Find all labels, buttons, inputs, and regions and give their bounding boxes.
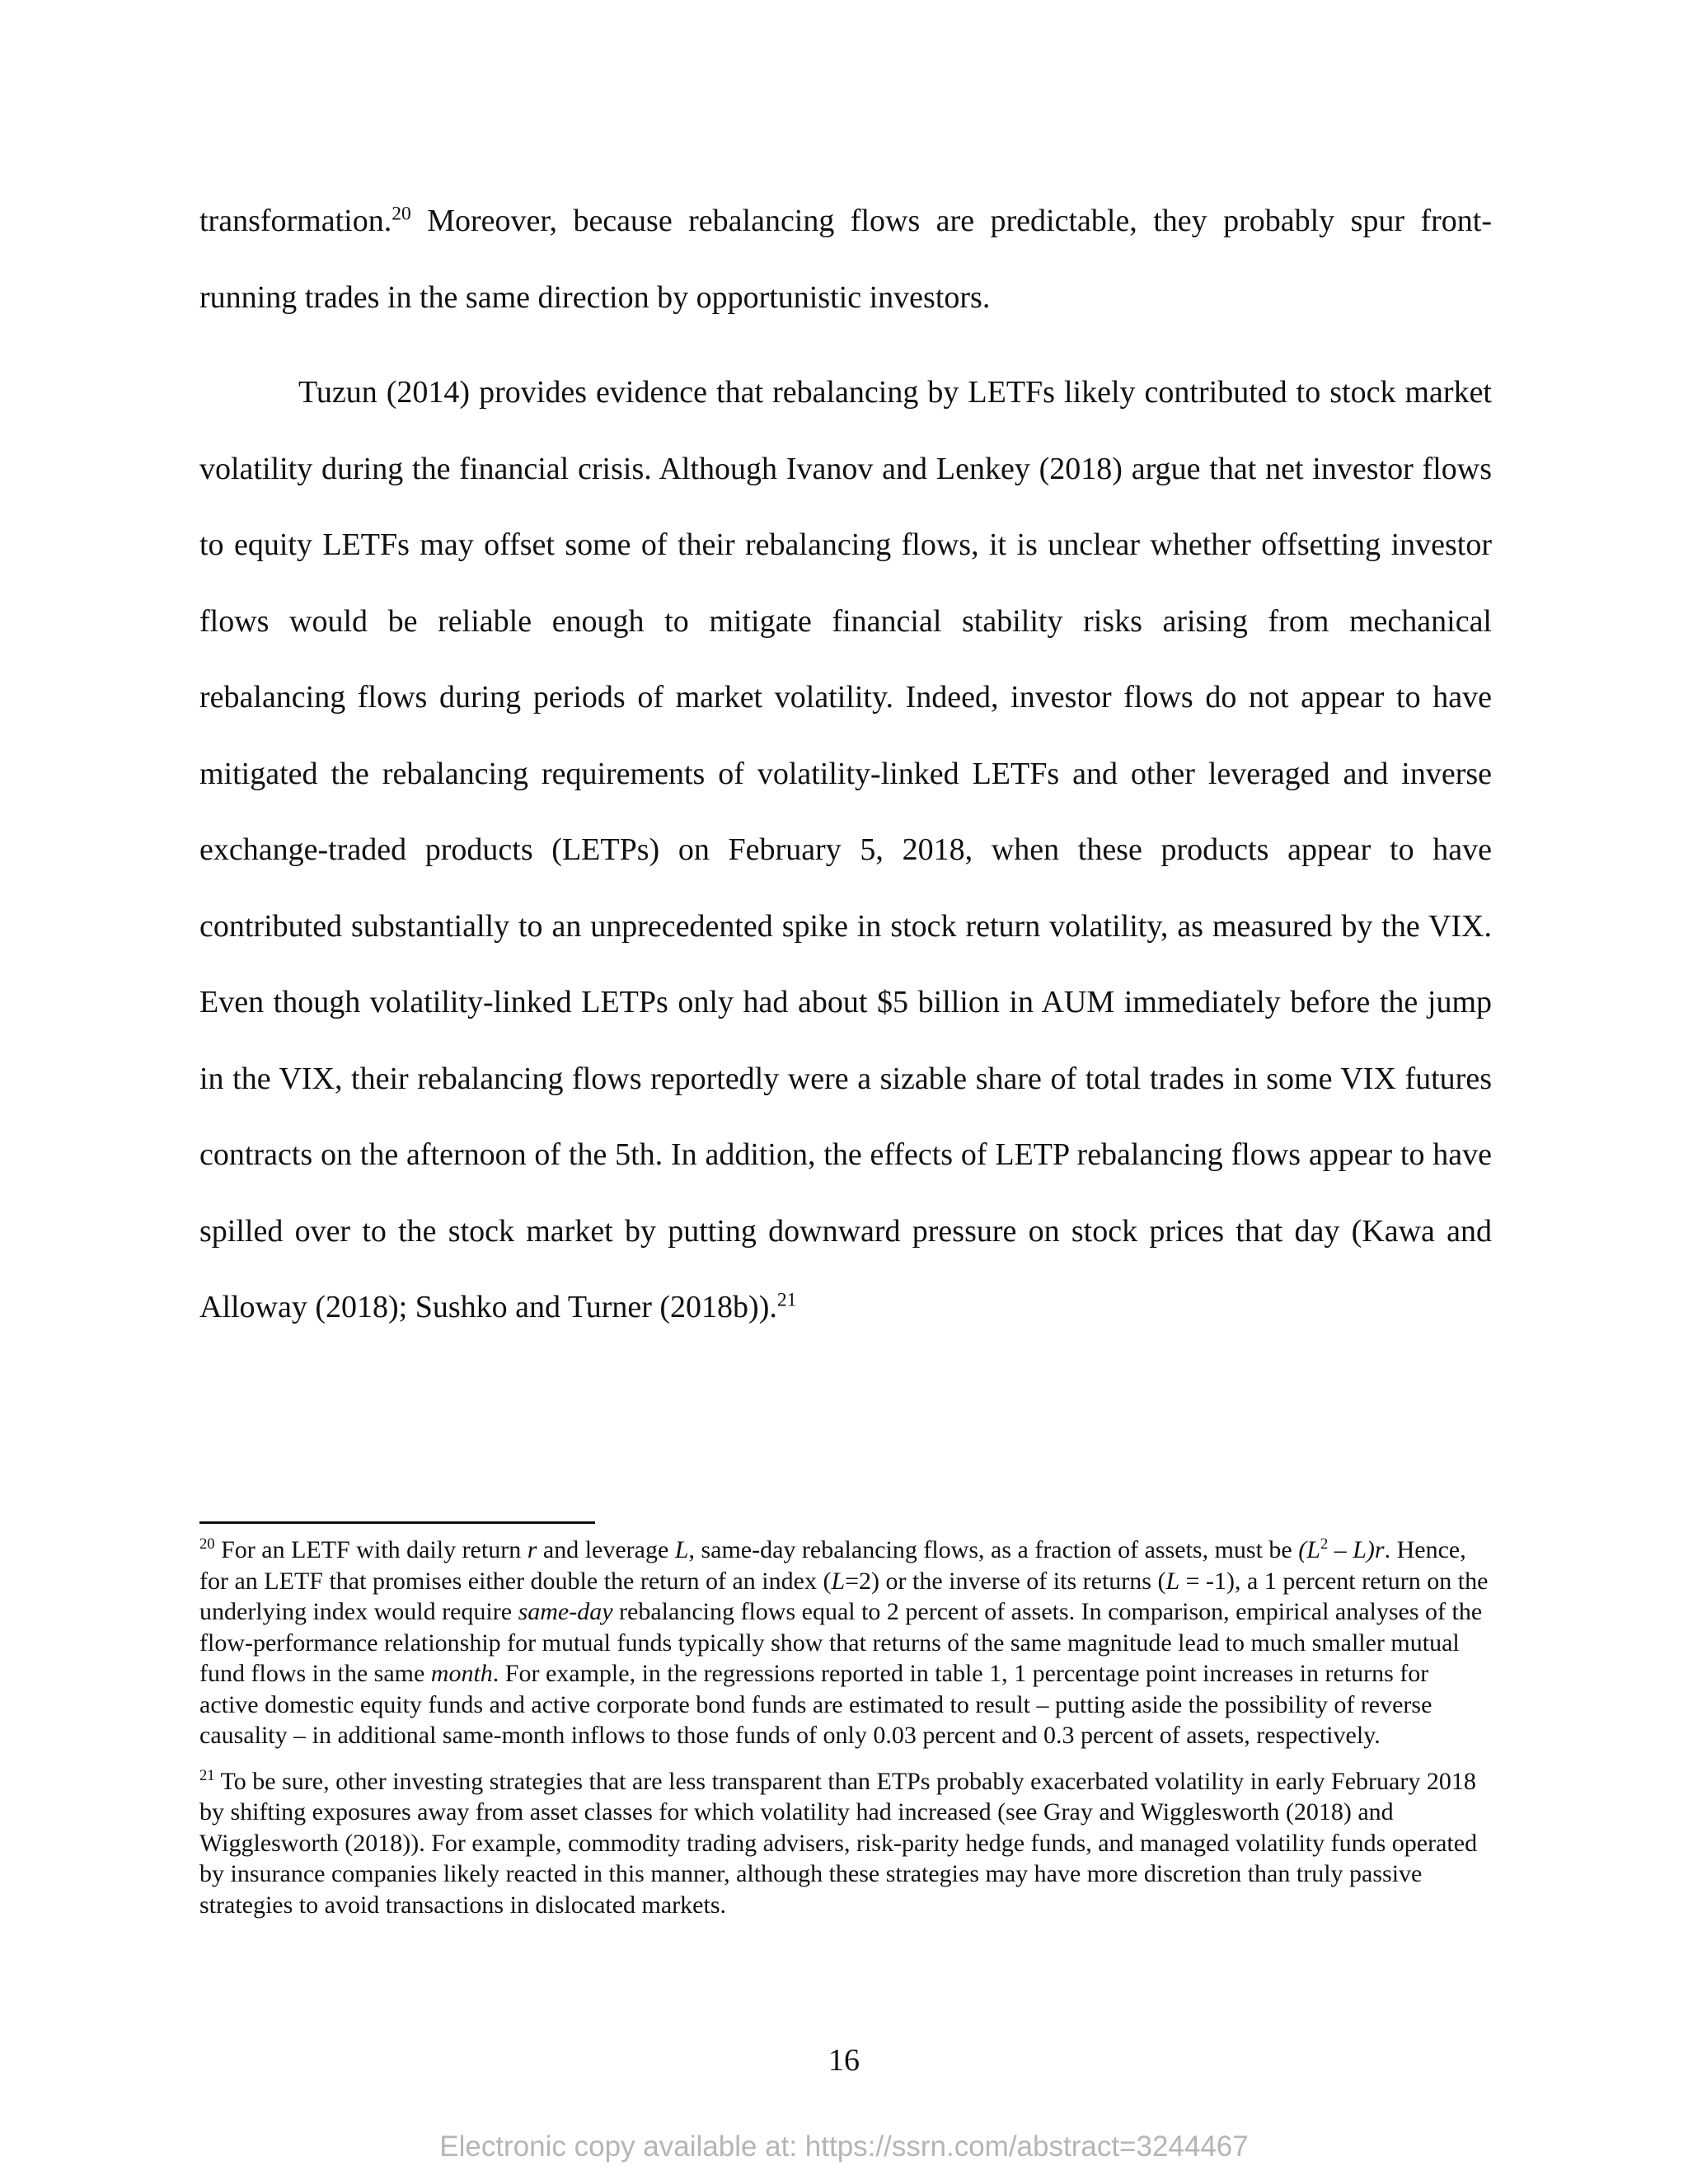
text-span: = -1), a 1 percent return on the underlying index would require (199, 1567, 1489, 1625)
page-number: 16 (828, 2043, 860, 2078)
text-span: transformation. (199, 204, 392, 238)
paragraph-2 (199, 354, 1492, 1346)
text-span: . Hence, for an LETF that promises either double the return of an index ( (199, 1536, 1466, 1595)
text-span: To be sure, other investing strategies that are less transparent than ETPs probably exacerbated volatility in early February 2018 by shifting exposures away from asset classes for which volatility had increased (see Gray and Wigglesworth (2018) and Wigglesworth (2018)). For example, commodity trading advisers, risk-parity hedge funds, and managed volatility funds operated by insurance companies likely reacted in this manner, although these strategies may have more discretion than truly passive strategies to avoid transactions in dislocated markets. (199, 1767, 1478, 1919)
footnotes (199, 1535, 1492, 1920)
text-span: Moreover, because rebalancing flows are predictable, they probably spur front-running trades in the same direction by opportunistic investors. (199, 204, 1492, 315)
paragraph-1 (199, 183, 1492, 335)
footnote-number: 20 (199, 1535, 215, 1553)
text-span: and leverage (537, 1536, 675, 1563)
footnote-21 (199, 1766, 1492, 1921)
text-span: =2) or the inverse of its returns ( (845, 1567, 1166, 1595)
text-span: For an LETF with daily return (214, 1536, 528, 1563)
footnote-20 (199, 1535, 1492, 1751)
text-span: . For example, in the regressions reported in table 1, 1 percentage point increases in returns for active domestic equity funds and active corporate bond funds are estimated to result – putting aside the possibility of reverse causality – in additional same-month inflows to those funds of only 0.03 percent and 0.3 percent of assets, respectively. (199, 1660, 1432, 1749)
text-span: Tuzun (2014) provides evidence that rebalancing by LETFs likely contributed to stock market volatility during the financial crisis. Although Ivanov and Lenkey (2018) argue that net investor flows to equity LETFs may offset some of their rebalancing flows, it is unclear whether offsetting investor flows would be reliable enough to mitigate financial stability risks arising from mechanical rebalancing flows during periods of market volatility. Indeed, investor flows do not appear to have mitigated the rebalancing requirements of volatility-linked LETFs and other leveraged and inverse exchange-traded products (LETPs) on February 5, 2018, when these products appear to have contributed substantially to an unprecedented spike in stock return volatility, as measured by the VIX. Even though volatility-linked LETPs only had about $5 billion in AUM immediately before the jump in the VIX, their rebalancing flows reportedly were a sizable share of total trades in some VIX futures contracts on the afternoon of the 5th. In addition, the effects of LETP rebalancing flows appear to have spilled over to the stock market by putting downward pressure on stock prices that day (Kawa and Alloway (2018); Sushko and Turner (2018b)). (199, 375, 1492, 1324)
ssrn-watermark[interactable]: Electronic copy available at: https://ssrn.com/abstract=3244467 (439, 2130, 1249, 2163)
footnote-ref-20[interactable]: 20 (392, 203, 411, 225)
emphasis: month (430, 1660, 493, 1687)
footnote-separator (199, 1521, 595, 1524)
math-expr: – L)r (1328, 1536, 1385, 1563)
emphasis: same-day (518, 1598, 613, 1625)
math-var: r (527, 1536, 537, 1563)
text-span: rebalancing flows equal to 2 percent of assets. In comparison, empirical analyses of the flow-performance relationship for mutual funds typically show that returns of the same magnitude lead to much smaller mutual fund flows in the same (199, 1598, 1483, 1687)
text-span: , same-day rebalancing flows, as a fraction of assets, must be (688, 1536, 1299, 1563)
math-exponent: 2 (1320, 1535, 1329, 1553)
math-var: L (831, 1567, 846, 1595)
body-text (199, 183, 1492, 1346)
footnote-ref-21[interactable]: 21 (776, 1289, 797, 1311)
math-expr: (L (1298, 1536, 1320, 1563)
math-var: L (1165, 1567, 1180, 1595)
footnote-number: 21 (199, 1766, 215, 1784)
math-var: L (674, 1536, 689, 1563)
